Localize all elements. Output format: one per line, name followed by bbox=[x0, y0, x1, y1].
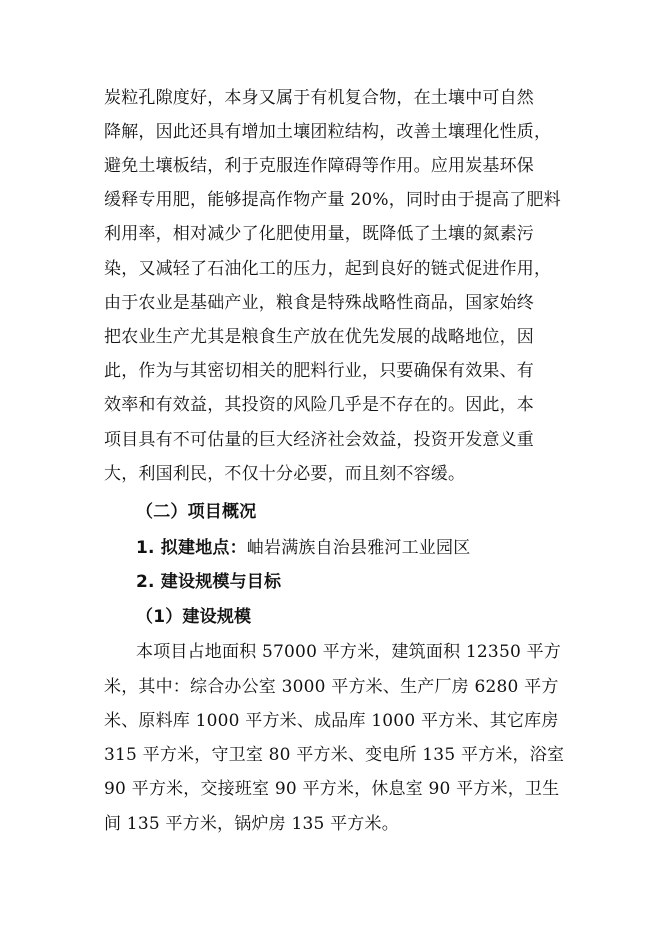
item-1-value: 岫岩满族自治县雅河工业园区 bbox=[246, 538, 471, 558]
paragraph-1-line: 炭粒孔隙度好，本身又属于有机复合物，在土壤中可自然 bbox=[104, 88, 534, 108]
paragraph-1-line: 染，又减轻了石油化工的压力，起到良好的链式促进作用， bbox=[104, 259, 552, 279]
paragraph-2-line: 间 135 平方米，锅炉房 135 平方米。 bbox=[104, 814, 399, 834]
paragraph-2-line: 米、原料库 1000 平方米、成品库 1000 平方米、其它库房 bbox=[104, 711, 559, 731]
paragraph-1-line: 效率和有效益，其投资的风险几乎是不存在的。因此，本 bbox=[104, 395, 534, 415]
paragraph-1-line: 项目具有不可估量的巨大经济社会效益，投资开发意义重 bbox=[104, 430, 534, 450]
section-heading: （二）项目概况 bbox=[136, 502, 257, 522]
item-1-label: 1. 拟建地点： bbox=[136, 538, 247, 558]
paragraph-2-line: 本项目占地面积 57000 平方米，建筑面积 12350 平方 bbox=[136, 642, 561, 662]
paragraph-1-line: 把农业生产尤其是粮食生产放在优先发展的战略地位，因 bbox=[104, 327, 534, 347]
paragraph-1-line: 避免土壤板结，利于克服连作障碍等作用。应用炭基环保 bbox=[104, 156, 534, 176]
subitem-1-heading: （1）建设规模 bbox=[136, 607, 252, 627]
item-1 bbox=[136, 537, 596, 559]
paragraph-1-line: 缓释专用肥，能够提高作物产量 20%，同时由于提高了肥料 bbox=[104, 190, 561, 210]
paragraph-1-line: 此，作为与其密切相关的肥料行业，只要确保有效果、有 bbox=[104, 361, 534, 381]
paragraph-2-line: 米，其中：综合办公室 3000 平方米、生产厂房 6280 平方 bbox=[104, 677, 559, 697]
paragraph-2-line: 90 平方米，交接班室 90 平方米，休息室 90 平方米，卫生 bbox=[104, 779, 560, 799]
paragraph-1-line: 大，利国利民，不仅十分必要，而且刻不容缓。 bbox=[104, 464, 466, 484]
item-2-heading: 2. 建设规模与目标 bbox=[136, 572, 282, 592]
paragraph-2-line: 315 平方米，守卫室 80 平方米、变电所 135 平方米，浴室 bbox=[104, 745, 565, 765]
paragraph-1-line: 利用率，相对减少了化肥使用量，既降低了土壤的氮素污 bbox=[104, 224, 534, 244]
paragraph-1-line: 由于农业是基础产业，粮食是特殊战略性商品，国家始终 bbox=[104, 293, 534, 313]
paragraph-1-line: 降解，因此还具有增加土壤团粒结构，改善土壤理化性质， bbox=[104, 122, 552, 142]
